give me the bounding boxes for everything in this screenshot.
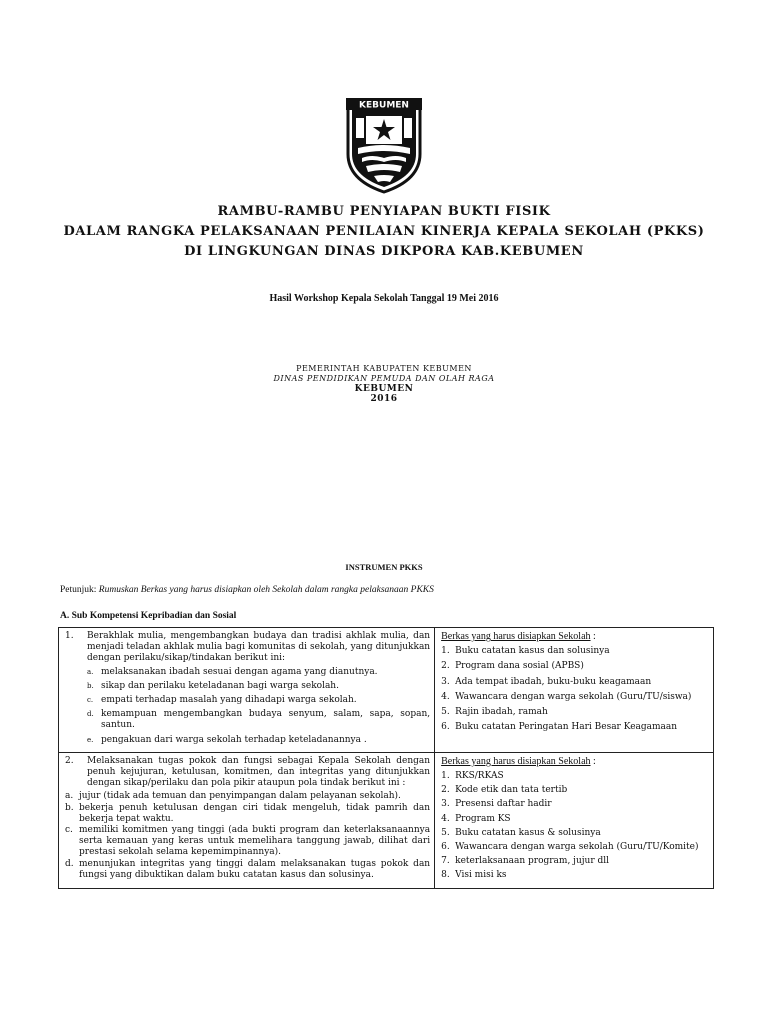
row-number: 2. (65, 755, 74, 766)
table-row (59, 628, 714, 753)
instrumen-table (58, 627, 714, 889)
list-item: 3. Ada tempat ibadah, buku-buku keagamaan (441, 676, 652, 687)
list-item: 4. Program KS (441, 813, 511, 824)
government-block (0, 364, 768, 404)
competency-text: Melaksanakan tugas pokok dan fungsi sebagai Kepala Sekolah dengan penuh kejujuran, ketulusan, komitmen, dan integritas yang ditunjukkan dengan sikap/perilaku dan pola pikir ataupun pola tindak berikut ini : (87, 755, 431, 789)
list-item: b. bekerja penuh ketulusan dengan ciri tidak mengeluh, tidak pamrih dan bekerja tepat waktu. (65, 802, 431, 824)
berkas-label: Berkas yang harus disiapkan Sekolah (441, 755, 591, 767)
list-item: e. pengakuan dari warga sekolah terhadap keteladanannya . (87, 734, 367, 745)
petunjuk-text: Rumuskan Berkas yang harus disiapkan oleh Sekolah dalam rangka pelaksanaan PKKS (98, 585, 434, 595)
list-item: 2. Program dana sosial (APBS) (441, 661, 584, 672)
berkas-list (441, 771, 709, 882)
list-item: 7. keterlaksanaan program, jujur dll (441, 856, 610, 867)
list-item: b. sikap dan perilaku keteladanan bagi warga sekolah. (87, 680, 339, 691)
list-item: 1. Buku catatan kasus dan solusinya (441, 646, 610, 657)
indicator-list (87, 667, 430, 746)
instrumen-title: INSTRUMEN PKKS (345, 562, 423, 572)
competency-cell (59, 628, 435, 753)
petunjuk (60, 585, 434, 595)
list-item: 1. RKS/RKAS (441, 771, 504, 782)
list-item: a. jujur (tidak ada temuan dan penyimpangan dalam pelayanan sekolah). (65, 791, 401, 802)
list-item: 6. Buku catatan Peringatan Hari Besar Keagamaan (441, 722, 678, 733)
list-item: c. empati terhadap masalah yang dihadapi warga sekolah. (87, 695, 357, 706)
document-title (0, 202, 768, 262)
list-item: 3. Presensi daftar hadir (441, 799, 552, 810)
list-item: a. melaksanakan ibadah sesuai dengan agama yang dianutnya. (87, 666, 378, 677)
list-item: 6. Wawancara dengan warga sekolah (Guru/TU/Komite) (441, 842, 699, 853)
title-line-3: DI LINGKUNGAN DINAS DIKPORA KAB.KEBUMEN (184, 244, 584, 259)
list-item: 2. Kode etik dan tata tertib (441, 785, 568, 796)
table-row (59, 752, 714, 888)
berkas-label: Berkas yang harus disiapkan Sekolah (441, 631, 591, 642)
list-item: c. memiliki komitmen yang tinggi (ada bukti program dan keterlaksanaannya serta kemauan yang keras untuk memelihara tanggung jawab, dilihat dari prestasi sekolah selama kepemimpinannya). (65, 825, 431, 858)
petunjuk-label: Petunjuk: (60, 585, 97, 595)
logo-text: KEBUMEN (359, 100, 409, 111)
list-item: d. menunjukan integritas yang tinggi dalam melaksanakan tugas pokok dan fungsi yang dibuktikan dalam buku catatan kasus dan solusinya. (65, 858, 431, 880)
list-item: d. kemampuan mengembangkan budaya senyum, salam, sapa, sopan, santun. (87, 709, 431, 731)
government-line-1: PEMERINTAH KABUPATEN KEBUMEN (296, 364, 472, 373)
workshop-subtitle: Hasil Workshop Kepala Sekolah Tanggal 19 Mei 2016 (269, 293, 499, 304)
list-item: 5. Rajin ibadah, ramah (441, 707, 548, 718)
indicator-list (65, 791, 430, 881)
row-number: 1. (65, 631, 74, 641)
kebumen-coat-of-arms-icon (344, 96, 424, 194)
section-a-heading: A. Sub Kompetensi Kepribadian dan Sosial (60, 611, 237, 621)
berkas-cell: Berkas yang harus disiapkan Sekolah : 1. RKS/RKAS 2. Kode etik dan tata tertib 3. Presensi daftar hadir 4. Program KS 5. Buku catatan kasus & solusinya 6. Wawancara dengan warga sekolah (Guru/TU/Komite) 7. keterlaksanaan program, jujur dll 8. Visi misi ks (435, 752, 714, 888)
government-line-2: DINAS PENDIDIKAN PEMUDA DAN OLAH RAGA (273, 374, 495, 383)
competency-cell (59, 752, 435, 888)
list-item: 4. Wawancara dengan warga sekolah (Guru/TU/siswa) (441, 691, 692, 702)
government-year: 2016 (370, 394, 398, 404)
berkas-list (441, 646, 709, 733)
title-line-2: DALAM RANGKA PELAKSANAAN PENILAIAN KINERJA KEPALA SEKOLAH (PKKS) (63, 224, 705, 239)
list-item: 5. Buku catatan kasus & solusinya (441, 827, 601, 838)
title-line-1: RAMBU-RAMBU PENYIAPAN BUKTI FISIK (217, 204, 551, 219)
berkas-cell: Berkas yang harus disiapkan Sekolah : 1. Buku catatan kasus dan solusinya 2. Program dana sosial (APBS) 3. Ada tempat ibadah, buku-buku keagamaan 4. Wawancara dengan warga sekolah (Guru/TU/siswa) 5. Rajin ibadah, ramah 6. Buku catatan Peringatan Hari Besar Keagamaan (435, 628, 714, 753)
list-item: 8. Visi misi ks (441, 870, 507, 881)
competency-text: Berakhlak mulia, mengembangkan budaya dan tradisi akhlak mulia, dan menjadi teladan akhlak mulia bagi komunitas di sekolah, yang ditunjukkan dengan perilaku/sikap/tindakan berikut ini: (87, 631, 431, 664)
government-line-3: KEBUMEN (354, 384, 414, 394)
